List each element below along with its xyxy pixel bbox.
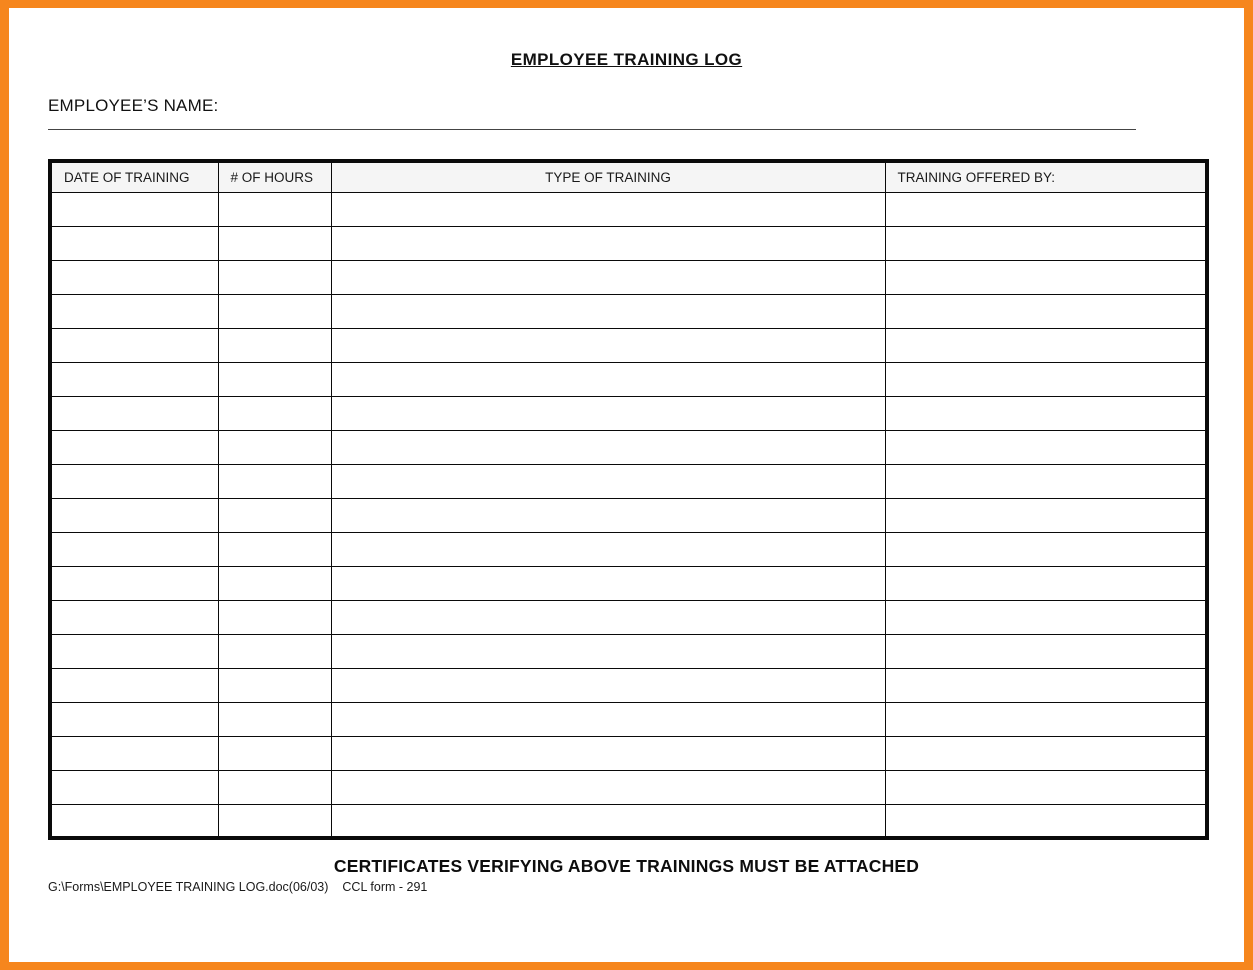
cell-type-of-training [331, 430, 885, 464]
column-header-hours: # OF HOURS [218, 161, 331, 192]
cell-date-of-training [50, 226, 218, 260]
cell-hours [218, 260, 331, 294]
cell-date-of-training [50, 362, 218, 396]
cell-hours [218, 430, 331, 464]
table-row [50, 600, 1207, 634]
cell-date-of-training [50, 192, 218, 226]
column-header-date-of-training: DATE OF TRAINING [50, 161, 218, 192]
table-row [50, 702, 1207, 736]
table-row [50, 260, 1207, 294]
file-path-text: G:\Forms\EMPLOYEE TRAINING LOG.doc(06/03) [48, 880, 329, 894]
cell-training-offered-by [885, 736, 1207, 770]
cell-type-of-training [331, 736, 885, 770]
table-row [50, 804, 1207, 838]
cell-type-of-training [331, 396, 885, 430]
cell-date-of-training [50, 498, 218, 532]
cell-date-of-training [50, 430, 218, 464]
cell-date-of-training [50, 736, 218, 770]
cell-hours [218, 396, 331, 430]
cell-type-of-training [331, 566, 885, 600]
cell-type-of-training [331, 464, 885, 498]
table-row [50, 362, 1207, 396]
cell-date-of-training [50, 566, 218, 600]
cell-training-offered-by [885, 668, 1207, 702]
cell-type-of-training [331, 532, 885, 566]
cell-date-of-training [50, 294, 218, 328]
cell-type-of-training [331, 498, 885, 532]
table-row [50, 566, 1207, 600]
cell-training-offered-by [885, 192, 1207, 226]
cell-training-offered-by [885, 430, 1207, 464]
table-row [50, 192, 1207, 226]
cell-training-offered-by [885, 362, 1207, 396]
table-row [50, 532, 1207, 566]
form-number-text: CCL form - 291 [342, 880, 428, 894]
cell-type-of-training [331, 328, 885, 362]
cell-date-of-training [50, 702, 218, 736]
cell-type-of-training [331, 600, 885, 634]
cell-date-of-training [50, 804, 218, 838]
cell-date-of-training [50, 328, 218, 362]
table-body [50, 192, 1207, 838]
cell-type-of-training [331, 668, 885, 702]
cell-training-offered-by [885, 260, 1207, 294]
table-header-row [50, 161, 1207, 192]
cell-hours [218, 498, 331, 532]
cell-date-of-training [50, 770, 218, 804]
cell-training-offered-by [885, 702, 1207, 736]
cell-training-offered-by [885, 226, 1207, 260]
cell-date-of-training [50, 600, 218, 634]
cell-type-of-training [331, 770, 885, 804]
footer-file-line [48, 880, 1244, 894]
cell-hours [218, 634, 331, 668]
cell-training-offered-by [885, 396, 1207, 430]
cell-training-offered-by [885, 566, 1207, 600]
employee-name-label: EMPLOYEE’S NAME: [48, 96, 219, 115]
table-row [50, 634, 1207, 668]
cell-hours [218, 668, 331, 702]
cell-hours [218, 600, 331, 634]
cell-training-offered-by [885, 532, 1207, 566]
cell-hours [218, 226, 331, 260]
cell-hours [218, 464, 331, 498]
column-header-type-of-training: TYPE OF TRAINING [331, 161, 885, 192]
cell-type-of-training [331, 362, 885, 396]
cell-date-of-training [50, 396, 218, 430]
cell-training-offered-by [885, 294, 1207, 328]
cell-date-of-training [50, 260, 218, 294]
document-page [9, 8, 1244, 962]
cell-date-of-training [50, 532, 218, 566]
table-row [50, 464, 1207, 498]
cell-hours [218, 328, 331, 362]
cell-hours [218, 294, 331, 328]
cell-hours [218, 702, 331, 736]
cell-training-offered-by [885, 600, 1207, 634]
training-log-table [48, 159, 1209, 840]
page-title: EMPLOYEE TRAINING LOG [510, 50, 743, 69]
certificates-note: CERTIFICATES VERIFYING ABOVE TRAININGS MUST BE ATTACHED [333, 856, 920, 876]
column-header-training-offered-by: TRAINING OFFERED BY: [885, 161, 1207, 192]
employee-name-fill-line [48, 116, 1136, 130]
table-row [50, 328, 1207, 362]
cell-hours [218, 566, 331, 600]
table-row [50, 770, 1207, 804]
cell-date-of-training [50, 464, 218, 498]
cell-type-of-training [331, 226, 885, 260]
cell-hours [218, 736, 331, 770]
cell-hours [218, 804, 331, 838]
table-row [50, 668, 1207, 702]
cell-training-offered-by [885, 634, 1207, 668]
table-row [50, 396, 1207, 430]
cell-type-of-training [331, 260, 885, 294]
cell-training-offered-by [885, 804, 1207, 838]
table-row [50, 226, 1207, 260]
cell-date-of-training [50, 668, 218, 702]
cell-type-of-training [331, 634, 885, 668]
table-row [50, 498, 1207, 532]
cell-training-offered-by [885, 498, 1207, 532]
cell-training-offered-by [885, 328, 1207, 362]
cell-training-offered-by [885, 770, 1207, 804]
table-row [50, 294, 1207, 328]
cell-type-of-training [331, 702, 885, 736]
table-row [50, 736, 1207, 770]
cell-hours [218, 192, 331, 226]
cell-training-offered-by [885, 464, 1207, 498]
cell-date-of-training [50, 634, 218, 668]
cell-hours [218, 532, 331, 566]
cell-type-of-training [331, 192, 885, 226]
cell-hours [218, 770, 331, 804]
table-row [50, 430, 1207, 464]
cell-type-of-training [331, 294, 885, 328]
cell-hours [218, 362, 331, 396]
cell-type-of-training [331, 804, 885, 838]
